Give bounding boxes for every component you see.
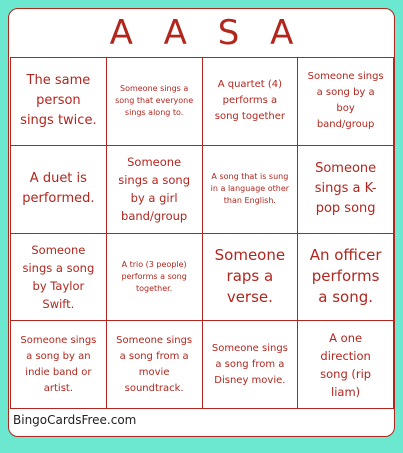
footer-credit: BingoCardsFree.com (13, 413, 137, 427)
bingo-cell: Someone sings a song by an indie band or artist. (11, 321, 107, 409)
bingo-card (8, 8, 395, 437)
bingo-cell: The same person sings twice. (11, 58, 107, 146)
bingo-cell: Someone raps a verse. (203, 234, 299, 322)
bingo-cell: Someone sings a song that everyone sings along to. (107, 58, 203, 146)
bingo-cell: A trio (3 people) performs a song together. (107, 234, 203, 322)
card-title: A A S A (109, 13, 304, 53)
bingo-cell: Someone sings a song by Taylor Swift. (11, 234, 107, 322)
bingo-cell: A one direction song (rip liam) (298, 321, 394, 409)
bingo-grid (10, 57, 394, 409)
bingo-cell: A duet is performed. (11, 146, 107, 234)
bingo-cell: A quartet (4) performs a song together (203, 58, 299, 146)
bingo-cell: A song that is sung in a language other than English. (203, 146, 299, 234)
bingo-cell: Someone sings a song from a Disney movie. (203, 321, 299, 409)
bingo-cell: Someone sings a song from a movie soundtrack. (107, 321, 203, 409)
bingo-cell: Someone sings a song by a boy band/group (298, 58, 394, 146)
bingo-cell: An officer performs a song. (298, 234, 394, 322)
bingo-cell: Someone sings a song by a girl band/group (107, 146, 203, 234)
bingo-cell: Someone sings a K-pop song (298, 146, 394, 234)
